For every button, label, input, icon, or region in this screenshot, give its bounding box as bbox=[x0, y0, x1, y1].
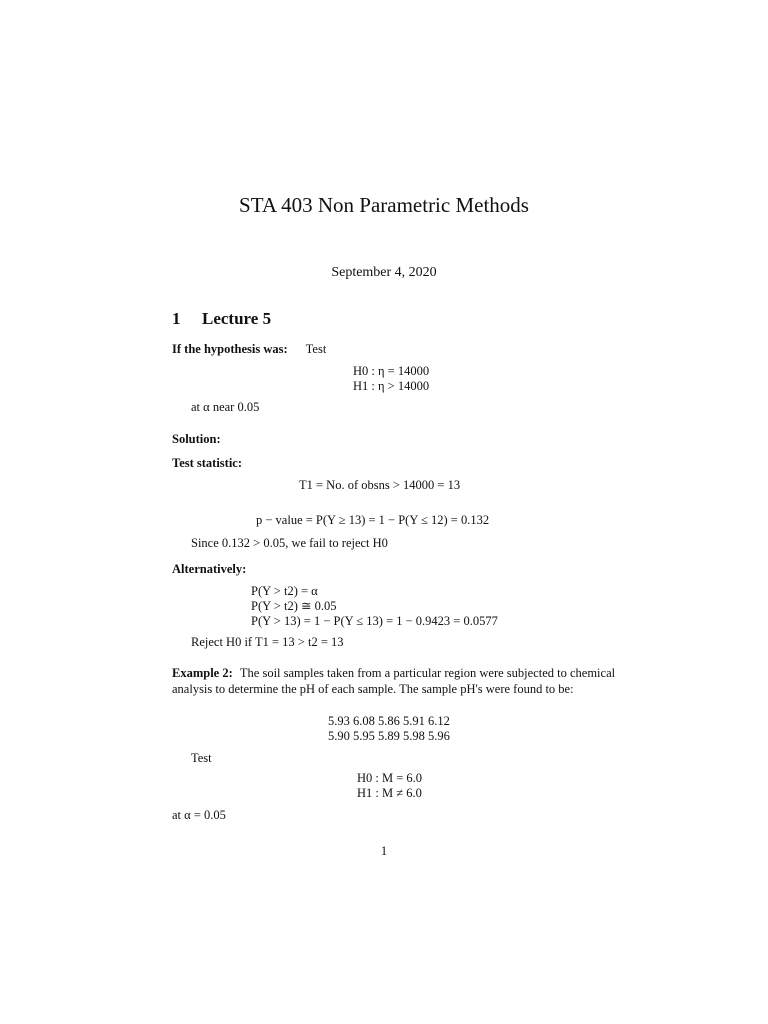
null-hypothesis: H0 : η = 14000 bbox=[353, 364, 430, 378]
section-title: Lecture 5 bbox=[202, 309, 272, 328]
page-number: 1 bbox=[380, 844, 388, 858]
section-heading bbox=[172, 311, 271, 327]
sample-row: 5.90 5.95 5.89 5.98 5.96 bbox=[328, 729, 450, 743]
alt-line: P(Y > t2) ≅ 0.05 bbox=[251, 599, 337, 613]
hypothesis-test-word: Test bbox=[305, 342, 327, 356]
example-2-test-word: Test bbox=[191, 751, 212, 765]
example-2-paragraph bbox=[172, 665, 617, 697]
p-value-equation: p − value = P(Y ≥ 13) = 1 − P(Y ≤ 12) = 0.132 bbox=[256, 513, 490, 527]
test-statistic-equation: T1 = No. of obsns > 14000 = 13 bbox=[299, 478, 461, 492]
alt-line: P(Y > 13) = 1 − P(Y ≤ 13) = 1 − 0.9423 = 0.0577 bbox=[251, 614, 498, 628]
example-2-text: The soil samples taken from a particular region were subjected to chemical analysis to determine the pH of each sample. The sample pH's were found to be: bbox=[172, 666, 616, 696]
sample-row: 5.93 6.08 5.86 5.91 6.12 bbox=[328, 714, 450, 728]
solution-label: Solution: bbox=[172, 432, 221, 446]
section-number: 1 bbox=[172, 309, 181, 328]
alt-line: P(Y > t2) = α bbox=[251, 584, 318, 598]
hypothesis-label: If the hypothesis was: bbox=[172, 342, 288, 356]
example-2-label: Example 2: bbox=[172, 666, 233, 680]
document-title: STA 403 Non Parametric Methods bbox=[239, 193, 529, 217]
alternative-hypothesis: H1 : η > 14000 bbox=[353, 379, 430, 393]
test-statistic-label: Test statistic: bbox=[172, 456, 243, 470]
significance-level: at α near 0.05 bbox=[191, 400, 260, 414]
example-2-alternative-hypothesis: H1 : M ≠ 6.0 bbox=[357, 786, 422, 800]
hypothesis-intro bbox=[172, 341, 326, 357]
example-2-null-hypothesis: H0 : M = 6.0 bbox=[357, 771, 423, 785]
alternatively-label: Alternatively: bbox=[172, 562, 247, 576]
example-2-significance-level: at α = 0.05 bbox=[172, 808, 226, 822]
document-date: September 4, 2020 bbox=[331, 265, 437, 280]
conclusion-text: Since 0.132 > 0.05, we fail to reject H0 bbox=[191, 536, 388, 550]
reject-rule: Reject H0 if T1 = 13 > t2 = 13 bbox=[191, 635, 344, 649]
